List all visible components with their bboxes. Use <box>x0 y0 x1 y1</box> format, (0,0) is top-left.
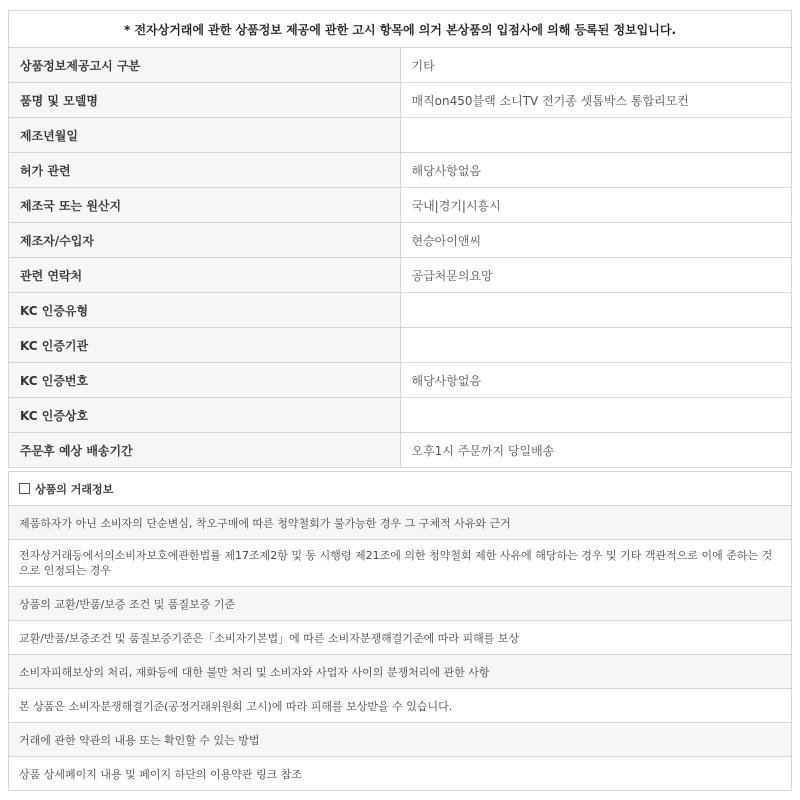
info-row <box>9 223 792 258</box>
info-label: 품명 및 모델명 <box>9 83 401 118</box>
trade-body-row <box>9 621 792 655</box>
info-label: 상품정보제공고시 구분 <box>9 48 401 83</box>
info-label: 제조국 또는 원산지 <box>9 188 401 223</box>
info-row <box>9 188 792 223</box>
trade-heading-row <box>9 655 792 689</box>
trade-body: 본 상품은 소비자분쟁해결기준(공정거래위원회 고시)에 따라 피해를 보상받을 수 있습니다. <box>9 689 792 723</box>
trade-info-table <box>8 471 792 791</box>
info-value <box>400 328 792 363</box>
product-info-table <box>8 10 792 468</box>
trade-body-row <box>9 540 792 587</box>
info-row <box>9 258 792 293</box>
trade-body: 교환/반품/보증조건 및 품질보증기준은「소비자기본법」에 따른 소비자분쟁해결기준에 따라 피해를 보상 <box>9 621 792 655</box>
info-value: 현승아이앤씨 <box>400 223 792 258</box>
info-value: 국내|경기|시흥시 <box>400 188 792 223</box>
trade-heading-row <box>9 506 792 540</box>
trade-title <box>9 472 792 506</box>
info-row <box>9 48 792 83</box>
info-row <box>9 293 792 328</box>
notice-text: * 전자상거래에 관한 상품정보 제공에 관한 고시 항목에 의거 본상품의 입점사에 의해 등록된 정보입니다. <box>9 11 792 48</box>
info-label: 관련 연락처 <box>9 258 401 293</box>
trade-body: 전자상거래등에서의소비자보호에관한법률 제17조제2항 및 동 시행령 제21조에 의한 청약철회 제한 사유에 해당하는 경우 및 기타 객관적으로 이에 준하는 것으로 인정되는 경우 <box>9 540 792 587</box>
trade-body-row <box>9 689 792 723</box>
info-value: 해당사항없음 <box>400 153 792 188</box>
info-value: 기타 <box>400 48 792 83</box>
trade-heading-row <box>9 723 792 757</box>
trade-title-text: 상품의 거래정보 <box>35 482 114 496</box>
trade-heading-row <box>9 587 792 621</box>
info-row <box>9 328 792 363</box>
trade-heading: 소비자피해보상의 처리, 재화등에 대한 불만 처리 및 소비자와 사업자 사이의 분쟁처리에 관한 사항 <box>9 655 792 689</box>
info-row <box>9 398 792 433</box>
info-row <box>9 118 792 153</box>
info-label: KC 인증기관 <box>9 328 401 363</box>
trade-heading: 거래에 관한 약관의 내용 또는 확인할 수 있는 방법 <box>9 723 792 757</box>
info-label: KC 인증번호 <box>9 363 401 398</box>
info-value <box>400 398 792 433</box>
trade-heading: 제품하자가 아닌 소비자의 단순변심, 착오구매에 따른 청약철회가 불가능한 경우 그 구체적 사유와 근거 <box>9 506 792 540</box>
info-value <box>400 118 792 153</box>
info-row <box>9 363 792 398</box>
info-label: 제조년월일 <box>9 118 401 153</box>
info-label: 제조자/수입자 <box>9 223 401 258</box>
trade-body-row <box>9 757 792 791</box>
info-label: KC 인증유형 <box>9 293 401 328</box>
trade-heading: 상품의 교환/반품/보증 조건 및 품질보증 기준 <box>9 587 792 621</box>
info-label: KC 인증상호 <box>9 398 401 433</box>
trade-title-row <box>9 472 792 506</box>
trade-body: 상품 상세페이지 내용 및 페이지 하단의 이용약관 링크 참조 <box>9 757 792 791</box>
info-row <box>9 433 792 468</box>
info-row <box>9 83 792 118</box>
notice-row <box>9 11 792 48</box>
info-label: 주문후 예상 배송기간 <box>9 433 401 468</box>
info-value: 매직on450블랙 소니TV 전기종 셋톱박스 통합리모컨 <box>400 83 792 118</box>
info-value: 해당사항없음 <box>400 363 792 398</box>
info-value <box>400 293 792 328</box>
info-row <box>9 153 792 188</box>
info-value: 공급처문의요망 <box>400 258 792 293</box>
checkbox-square-icon <box>19 483 30 494</box>
info-label: 허가 관련 <box>9 153 401 188</box>
info-value: 오후1시 주문까지 당일배송 <box>400 433 792 468</box>
